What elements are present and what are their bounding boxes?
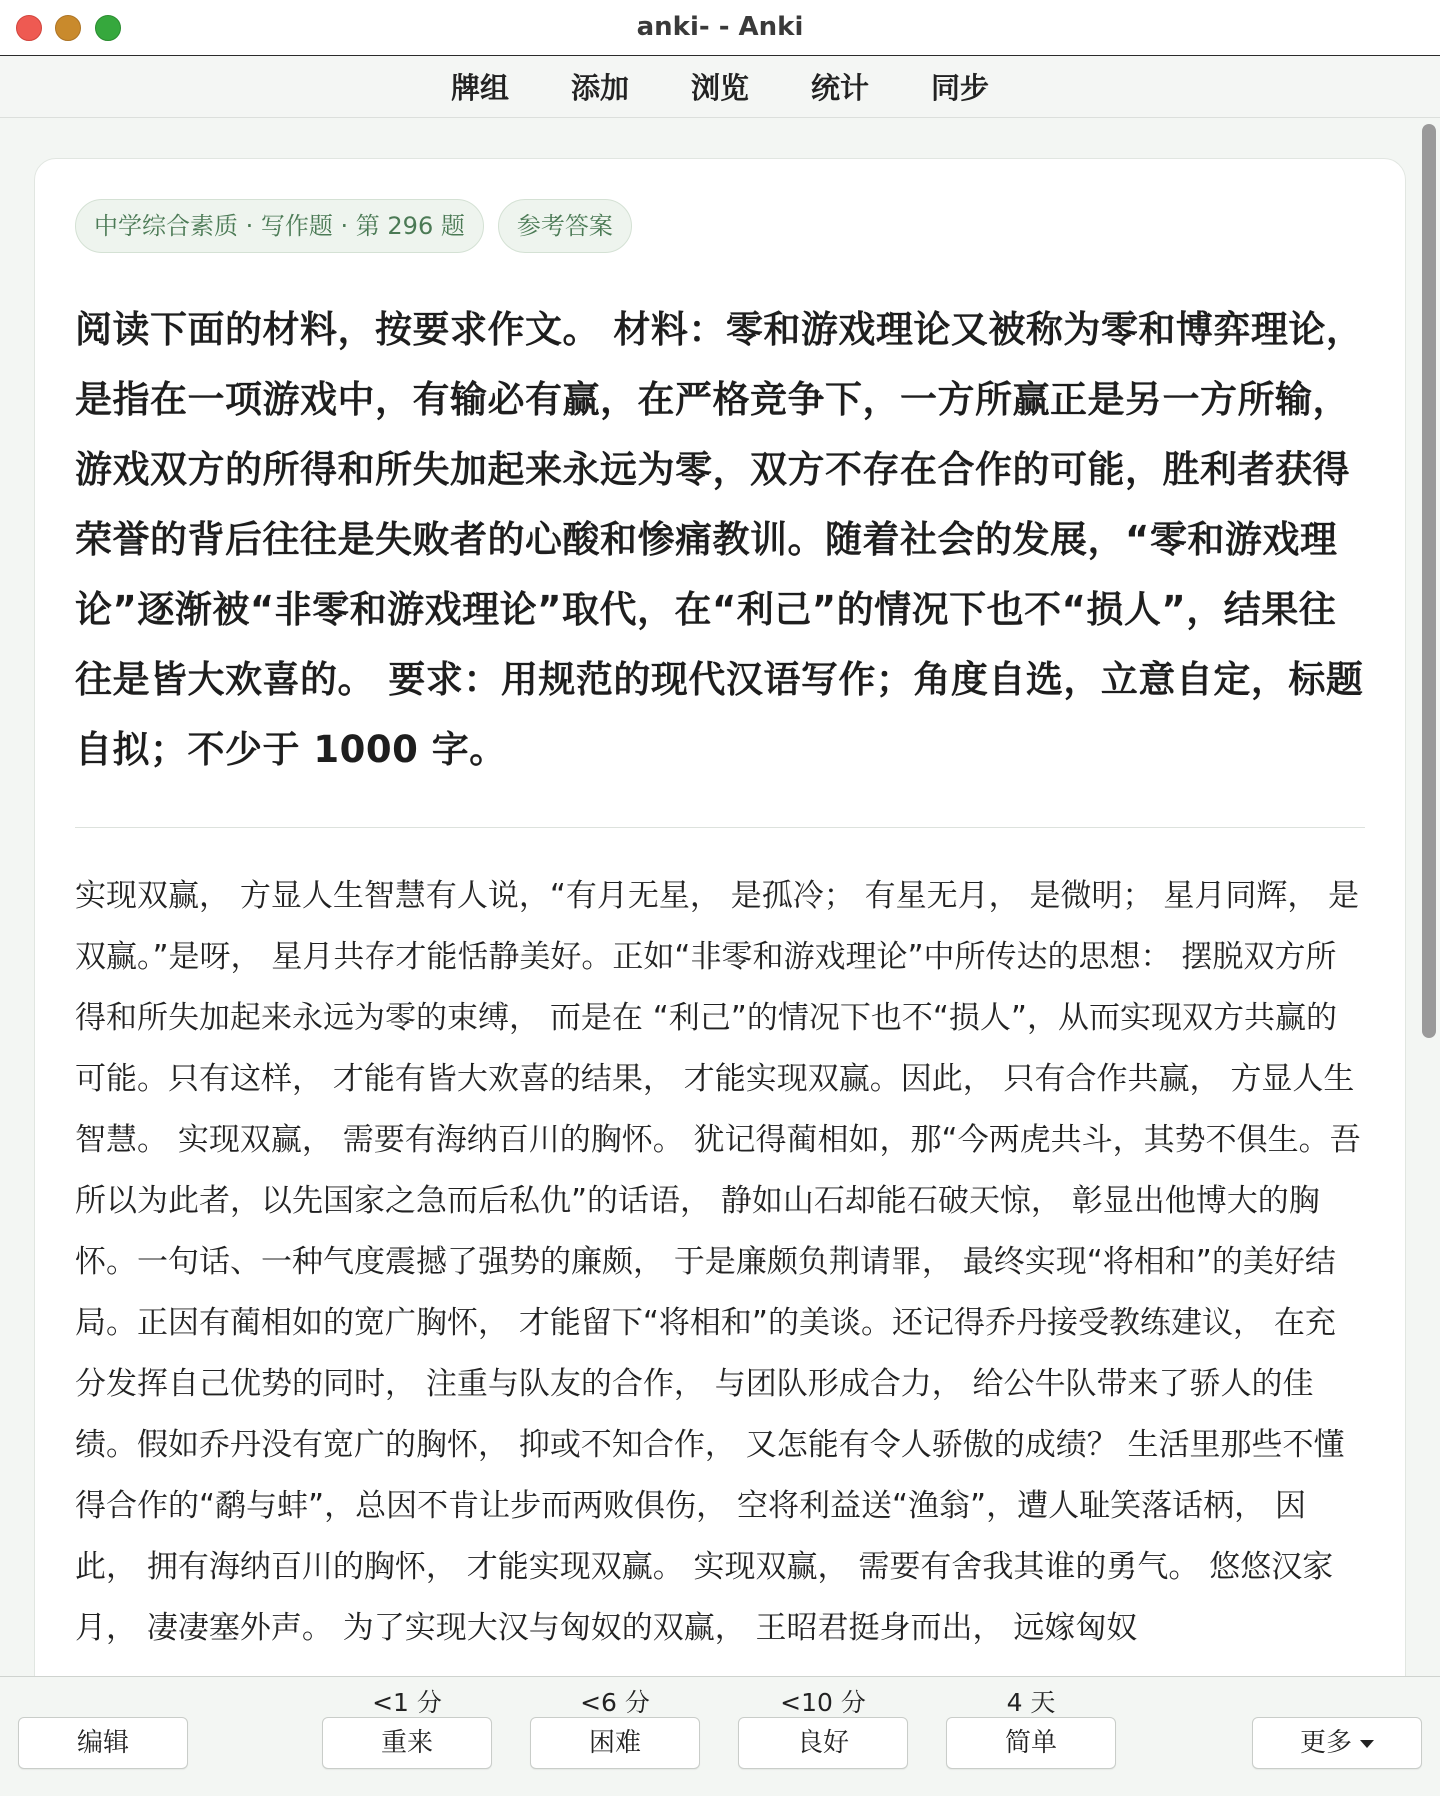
flashcard — [34, 158, 1406, 1676]
tag-source: 中学综合素质 · 写作题 · 第 296 题 — [75, 199, 484, 253]
easy-button[interactable]: 简单 — [946, 1717, 1116, 1769]
answer-bar — [0, 1676, 1440, 1796]
good-button[interactable]: 良好 — [738, 1717, 908, 1769]
main-toolbar — [0, 56, 1440, 118]
toolbar-add[interactable]: 添加 — [570, 71, 629, 105]
again-button[interactable]: 重来 — [322, 1717, 492, 1769]
card-answer: 实现双赢， 方显人生智慧有人说，“有月无星， 是孤冷； 有星无月， 是微明； 星月同辉， 是双赢。”是呀， 星月共存才能恬静美好。正如“非零和游戏理论”中所传达的思想： 摆脱双方所得和所失加起来永远为零的束缚， 而是在 “利己”的情况下也不“损人”，从而实现双方共赢的可能。只有这样， 才能有皆大欢喜的结果， 才能实现双赢。因此， 只有合作共赢， 方显人生智慧。 实现双赢， 需要有海纳百川的胸怀。 犹记得蔺相如，那“今两虎共斗，其势不俱生。吾所以为此者，以先国家之急而后私仇”的话语， 静如山石却能石破天惊， 彰显出他博大的胸怀。一句话、一种气度震撼了强势的廉颇， 于是廉颇负荆请罪， 最终实现“将相和”的美好结局。正因有蔺相如的宽广胸怀， 才能留下“将相和”的美谈。还记得乔丹接受教练建议， 在充分发挥自己优势的同时， 注重与队友的合作， 与团队形成合力， 给公牛队带来了骄人的佳绩。假如乔丹没有宽广的胸怀， 抑或不知合作， 又怎能有令人骄傲的成绩？ 生活里那些不懂得合作的“鹬与蚌”，总因不肯让步而两败俱伤， 空将利益送“渔翁”，遭人耻笑落话柄， 因此， 拥有海纳百川的胸怀， 才能实现双赢。 实现双赢， 需要有舍我其谁的勇气。 悠悠汉家月， 凄凄塞外声。 为了实现大汉与匈奴的双赢， 王昭君挺身而出， 远嫁匈奴 — [75, 878, 1361, 1646]
good-interval: <10 分 — [780, 1688, 866, 1717]
chevron-down-icon — [1360, 1740, 1374, 1748]
answer-divider — [75, 827, 1365, 828]
title-bar — [0, 0, 1440, 56]
review-area — [0, 118, 1440, 1676]
again-interval: <1 分 — [372, 1688, 442, 1717]
toolbar-sync[interactable]: 同步 — [931, 71, 990, 105]
tag-answer: 参考答案 — [498, 199, 632, 253]
toolbar-browse[interactable]: 浏览 — [690, 71, 749, 105]
easy-interval: 4 天 — [1006, 1688, 1056, 1717]
vertical-scrollbar[interactable] — [1422, 124, 1436, 1038]
window-title: anki- - Anki — [636, 12, 804, 42]
card-question: 阅读下面的材料，按要求作文。 材料：零和游戏理论又被称为零和博弈理论，是指在一项游戏中，有输必有赢，在严格竞争下，一方所赢正是另一方所输，游戏双方的所得和所失加起来永远为零，双方不存在合作的可能，胜利者获得荣誉的背后往往是失败者的心酸和惨痛教训。随着社会的发展，“零和游戏理论”逐渐被“非零和游戏理论”取代，在“利己”的情况下也不“损人”，结果往往是皆大欢喜的。 要求：用规范的现代汉语写作；角度自选，立意自定，标题自拟；不少于 1000 字。 — [75, 308, 1364, 771]
card-tags — [75, 199, 1365, 253]
toolbar-decks[interactable]: 牌组 — [450, 71, 509, 105]
hard-button[interactable]: 困难 — [530, 1717, 700, 1769]
edit-button[interactable]: 编辑 — [18, 1717, 188, 1769]
more-button[interactable] — [1252, 1717, 1422, 1769]
more-label: 更多 — [1299, 1728, 1352, 1758]
toolbar-stats[interactable]: 统计 — [811, 71, 870, 105]
hard-interval: <6 分 — [580, 1688, 650, 1717]
